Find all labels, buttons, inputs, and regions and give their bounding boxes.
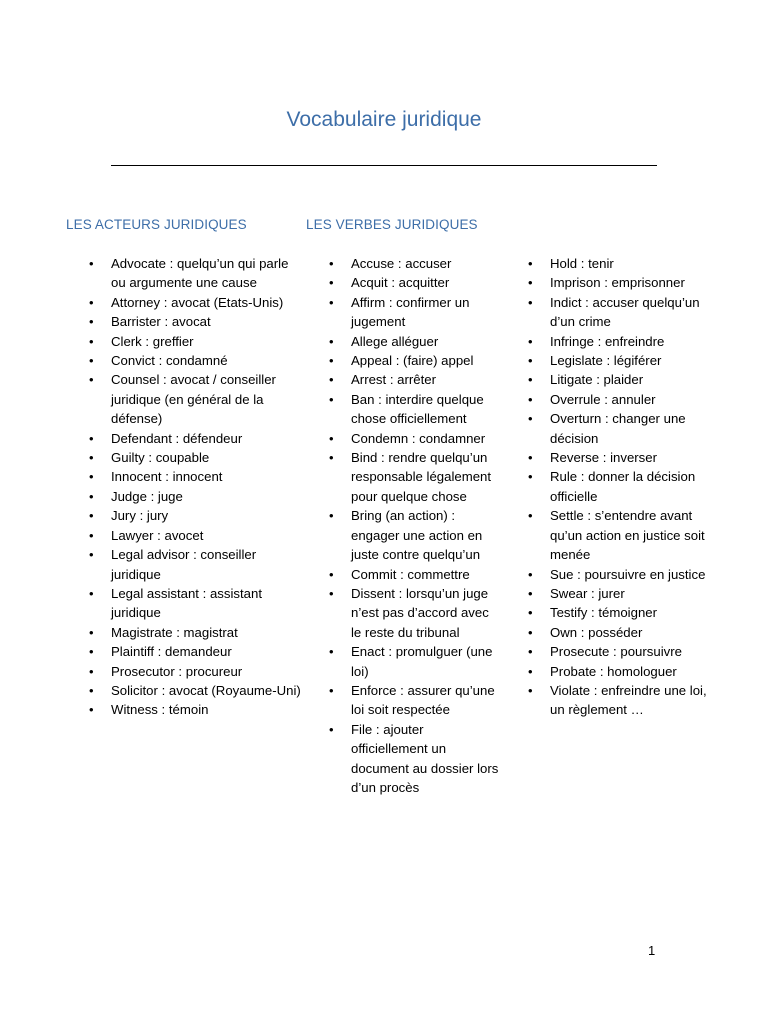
list-item-text: Legal assistant : assistant juridique xyxy=(111,585,263,621)
list-item-text: Affirm : confirmer un jugement xyxy=(351,294,470,330)
list-item-text: Jury : jury xyxy=(111,508,169,524)
list-item-text: Arrest : arrêter xyxy=(351,372,437,388)
list-item-text: Convict : condamné xyxy=(111,353,228,369)
list-item-text: Judge : juge xyxy=(111,488,183,504)
list-item xyxy=(89,429,301,448)
bullet-icon: • xyxy=(329,585,334,601)
list-item xyxy=(329,720,501,798)
list-item-text: Own : posséder xyxy=(550,624,643,640)
list-item xyxy=(528,390,720,409)
list-item-text: Attorney : avocat (Etats-Unis) xyxy=(111,294,284,310)
bullet-icon: • xyxy=(329,450,334,466)
list-item-text: Accuse : accuser xyxy=(351,256,452,271)
list-item xyxy=(329,332,501,351)
list-item-text: Settle : s’entendre avant qu’un action en justice soit menée xyxy=(550,508,705,563)
list-item xyxy=(528,409,720,448)
list-item-text: Swear : jurer xyxy=(550,585,625,601)
list-item xyxy=(89,545,301,584)
bullet-icon: • xyxy=(528,353,533,369)
bullet-icon: • xyxy=(329,721,334,737)
list-item-text: Acquit : acquitter xyxy=(351,275,450,291)
list-item xyxy=(89,312,301,331)
list-item xyxy=(89,293,301,312)
bullet-icon: • xyxy=(329,294,334,310)
list-item xyxy=(329,390,501,429)
bullet-icon: • xyxy=(89,353,94,369)
list-item-text: Advocate : quelqu’un qui parle ou argumente une cause xyxy=(111,256,289,291)
bullet-icon: • xyxy=(89,644,94,660)
list-item xyxy=(528,662,720,681)
list-item xyxy=(329,506,501,564)
list-item-text: Ban : interdire quelque chose officiellement xyxy=(351,391,484,427)
list-item-text: Infringe : enfreindre xyxy=(550,333,665,349)
list-item xyxy=(528,351,720,370)
list-item-text: Lawyer : avocet xyxy=(111,527,204,543)
bullet-icon: • xyxy=(89,469,94,485)
list-item xyxy=(528,642,720,661)
list-item xyxy=(528,448,720,467)
bullet-icon: • xyxy=(528,566,533,582)
list-item xyxy=(89,487,301,506)
bullet-icon: • xyxy=(329,333,334,349)
list-item xyxy=(89,506,301,525)
bullet-icon: • xyxy=(89,488,94,504)
list-item xyxy=(329,565,501,584)
list-item-text: Dissent : lorsqu’un juge n’est pas d’accord avec le reste du tribunal xyxy=(351,585,489,640)
list-item-text: Commit : commettre xyxy=(351,566,470,582)
list-item xyxy=(89,584,301,623)
list-item-text: Hold : tenir xyxy=(550,256,614,271)
bullet-icon: • xyxy=(329,372,334,388)
list-item-text: Guilty : coupable xyxy=(111,450,210,466)
bullet-icon: • xyxy=(528,333,533,349)
verbs-list-left xyxy=(329,254,501,797)
bullet-icon: • xyxy=(89,527,94,543)
list-item-text: Clerk : greffier xyxy=(111,333,194,349)
list-item xyxy=(89,254,301,293)
list-item-text: Rule : donner la décision officielle xyxy=(550,469,696,504)
list-item-text: Indict : accuser quelqu’un d’un crime xyxy=(550,294,700,330)
bullet-icon: • xyxy=(89,585,94,601)
bullet-icon: • xyxy=(528,605,533,621)
list-item xyxy=(89,332,301,351)
list-item xyxy=(528,254,720,273)
list-item xyxy=(528,273,720,292)
bullet-icon: • xyxy=(329,644,334,660)
verbs-list-right xyxy=(528,254,720,720)
list-item xyxy=(89,662,301,681)
list-item xyxy=(329,429,501,448)
list-item xyxy=(89,370,301,428)
list-item xyxy=(528,623,720,642)
list-item-text: Witness : témoin xyxy=(111,702,209,718)
list-item-text: Bind : rendre quelqu’un responsable légalement pour quelque chose xyxy=(351,450,492,504)
list-item xyxy=(89,623,301,642)
bullet-icon: • xyxy=(528,644,533,660)
section-heading-verbs: LES VERBES JURIDIQUES xyxy=(306,217,478,232)
bullet-icon: • xyxy=(89,702,94,718)
bullet-icon: • xyxy=(89,314,94,330)
bullet-icon: • xyxy=(89,663,94,679)
list-item xyxy=(329,681,501,720)
list-item xyxy=(89,351,301,370)
list-item-text: Legal advisor : conseiller juridique xyxy=(111,547,257,582)
bullet-icon: • xyxy=(528,663,533,679)
list-item xyxy=(528,506,720,564)
bullet-icon: • xyxy=(329,566,334,582)
list-item xyxy=(89,526,301,545)
list-item-text: Imprison : emprisonner xyxy=(550,275,685,291)
bullet-icon: • xyxy=(329,430,334,446)
list-item-text: Solicitor : avocat (Royaume-Uni) xyxy=(111,682,301,698)
bullet-icon: • xyxy=(89,450,94,466)
list-item-text: Testify : témoigner xyxy=(550,605,658,621)
list-item xyxy=(89,448,301,467)
bullet-icon: • xyxy=(89,333,94,349)
bullet-icon: • xyxy=(89,682,94,698)
list-item-text: Sue : poursuivre en justice xyxy=(550,566,706,582)
list-item-text: Violate : enfreindre une loi, un règlement … xyxy=(550,682,707,718)
list-item-text: Plaintiff : demandeur xyxy=(111,644,232,660)
bullet-icon: • xyxy=(329,391,334,407)
list-item xyxy=(528,293,720,332)
bullet-icon: • xyxy=(329,682,334,698)
list-item xyxy=(329,293,501,332)
list-item xyxy=(329,448,501,506)
list-item-text: Litigate : plaider xyxy=(550,372,644,388)
bullet-icon: • xyxy=(89,547,94,563)
list-item xyxy=(329,642,501,681)
title-divider xyxy=(111,165,657,166)
list-item xyxy=(528,467,720,506)
list-item-text: Reverse : inverser xyxy=(550,450,658,466)
bullet-icon: • xyxy=(89,256,94,271)
actors-list xyxy=(89,254,301,720)
bullet-icon: • xyxy=(528,275,533,291)
list-item xyxy=(89,681,301,700)
bullet-icon: • xyxy=(528,411,533,427)
bullet-icon: • xyxy=(329,508,334,524)
bullet-icon: • xyxy=(329,275,334,291)
list-item xyxy=(329,370,501,389)
list-item xyxy=(528,370,720,389)
list-item xyxy=(528,332,720,351)
list-item-text: Prosecute : poursuivre xyxy=(550,644,682,660)
list-item xyxy=(89,700,301,719)
bullet-icon: • xyxy=(528,469,533,485)
list-item-text: Enact : promulguer (une loi) xyxy=(351,644,493,679)
section-heading-actors: LES ACTEURS JURIDIQUES xyxy=(66,217,247,232)
list-item-text: Legislate : légiférer xyxy=(550,353,662,369)
list-item-text: Innocent : innocent xyxy=(111,469,223,485)
bullet-icon: • xyxy=(329,353,334,369)
list-item-text: Overturn : changer une décision xyxy=(550,411,686,446)
list-item xyxy=(329,254,501,273)
list-item xyxy=(329,351,501,370)
list-item xyxy=(89,467,301,486)
bullet-icon: • xyxy=(528,450,533,466)
list-item-text: Barrister : avocat xyxy=(111,314,211,330)
list-item-text: Probate : homologuer xyxy=(550,663,677,679)
list-item-text: Magistrate : magistrat xyxy=(111,624,238,640)
list-item-text: File : ajouter officiellement un document au dossier lors d’un procès xyxy=(351,721,499,795)
bullet-icon: • xyxy=(329,256,334,271)
bullet-icon: • xyxy=(528,624,533,640)
bullet-icon: • xyxy=(89,372,94,388)
bullet-icon: • xyxy=(89,430,94,446)
bullet-icon: • xyxy=(89,624,94,640)
list-item-text: Bring (an action) : engager une action en juste contre quelqu’un xyxy=(351,508,483,563)
bullet-icon: • xyxy=(528,391,533,407)
list-item-text: Appeal : (faire) appel xyxy=(351,353,474,369)
bullet-icon: • xyxy=(528,372,533,388)
bullet-icon: • xyxy=(89,294,94,310)
page-title: Vocabulaire juridique xyxy=(286,108,482,131)
list-item-text: Condemn : condamner xyxy=(351,430,486,446)
bullet-icon: • xyxy=(528,682,533,698)
bullet-icon: • xyxy=(528,585,533,601)
list-item-text: Counsel : avocat / conseiller juridique (en général de la défense) xyxy=(111,372,276,427)
list-item-text: Overrule : annuler xyxy=(550,391,656,407)
list-item-text: Prosecutor : procureur xyxy=(111,663,243,679)
page-number: 1 xyxy=(648,943,656,958)
list-item xyxy=(528,603,720,622)
bullet-icon: • xyxy=(528,256,533,271)
bullet-icon: • xyxy=(528,294,533,310)
list-item xyxy=(89,642,301,661)
bullet-icon: • xyxy=(528,508,533,524)
list-item xyxy=(528,681,720,720)
bullet-icon: • xyxy=(89,508,94,524)
list-item xyxy=(329,273,501,292)
list-item xyxy=(329,584,501,642)
list-item xyxy=(528,584,720,603)
list-item-text: Enforce : assurer qu’une loi soit respectée xyxy=(351,682,495,718)
list-item-text: Allege alléguer xyxy=(351,333,439,349)
list-item xyxy=(528,565,720,584)
list-item-text: Defendant : défendeur xyxy=(111,430,243,446)
